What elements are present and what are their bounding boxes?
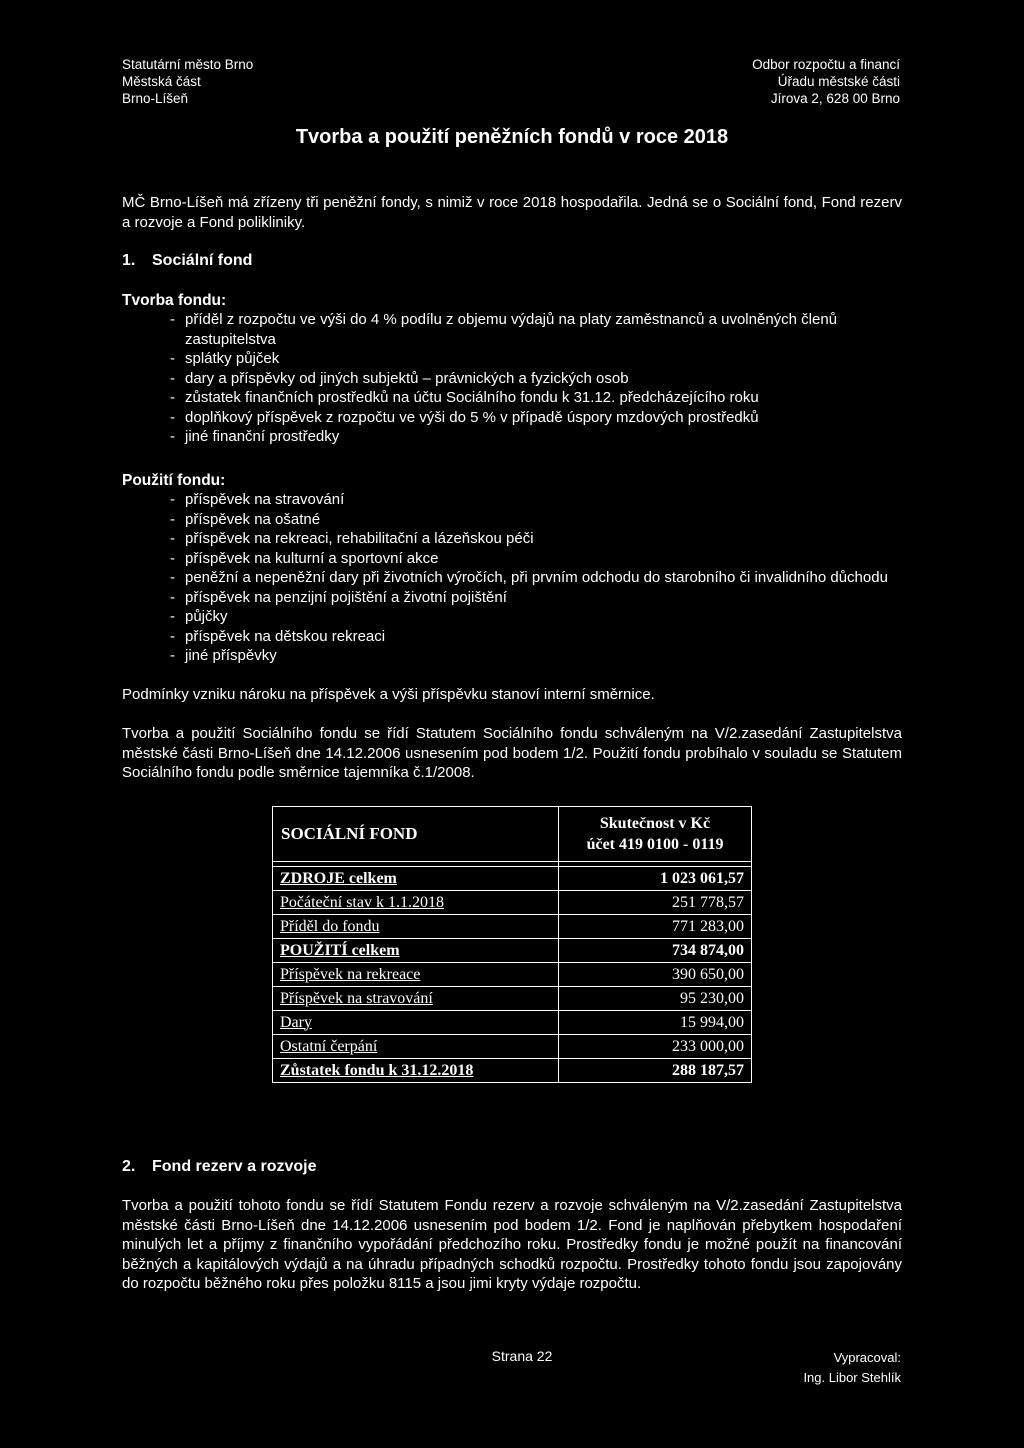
list-item: - doplňkový příspěvek z rozpočtu ve výši do 5 % v případě úspory mzdových prostředků: [170, 408, 902, 428]
row-label: [273, 867, 559, 891]
section2-title: Fond rezerv a rozvoje: [152, 1158, 317, 1175]
row-value: 1 023 061,57: [559, 867, 752, 891]
row-label-text: Příděl do fondu: [280, 917, 380, 935]
table-header-amount-line2: účet 419 0100 - 0119: [586, 836, 724, 853]
section1-number: 1.: [122, 252, 136, 269]
tvorba-label: Tvorba fondu:: [122, 292, 227, 309]
row-label-text: Počáteční stav k 1.1.2018: [280, 893, 444, 911]
list-item: - peněžní a nepeněžní dary při životních výročích, při prvním odchodu do starobního či invalidního důchodu: [170, 568, 902, 588]
podminky-paragraph: Podmínky vzniku nároku na příspěvek a výši příspěvku stanoví interní směrnice.: [122, 686, 655, 703]
row-label: [273, 891, 559, 915]
list-item: - půjčky: [170, 607, 902, 627]
section2-number: 2.: [122, 1158, 136, 1175]
table-row: [273, 915, 752, 939]
table-row: [273, 939, 752, 963]
page-title: Tvorba a použití peněžních fondů v roce 2018: [295, 126, 729, 148]
row-label-text: Příspěvek na rekreace: [280, 965, 421, 983]
list-item: - příspěvek na kulturní a sportovní akce: [170, 549, 902, 569]
row-label: [273, 987, 559, 1011]
list-item: - splátky půjček: [170, 349, 902, 369]
row-label-text: Ostatní čerpání: [280, 1037, 378, 1055]
social-fund-table: [272, 806, 752, 1083]
row-label-text: POUŽITÍ celkem: [280, 941, 400, 959]
header-left: [122, 56, 253, 107]
table-row: [273, 987, 752, 1011]
list-item: - dary a příspěvky od jiných subjektů – právnických a fyzických osob: [170, 369, 902, 389]
header-office: Úřadu městské části: [777, 74, 900, 89]
list-item: - zůstatek finančních prostředků na účtu Sociálního fondu k 31.12. předcházejícího roku: [170, 388, 902, 408]
list-item: - jiné finanční prostředky: [170, 427, 902, 447]
list-item: - příděl z rozpočtu ve výši do 4 % podílu z objemu výdajů na platy zaměstnanců a uvolněných členů zastupitelstva: [170, 310, 902, 349]
section1-title: Sociální fond: [152, 252, 253, 269]
row-label: [273, 1059, 559, 1083]
row-value: 251 778,57: [559, 891, 752, 915]
tvorba-list: [170, 310, 902, 447]
row-value: 734 874,00: [559, 939, 752, 963]
row-label: [273, 939, 559, 963]
header-district: Městská část: [122, 74, 201, 89]
table-header-fund: SOCIÁLNÍ FOND: [273, 807, 559, 862]
list-item: - příspěvek na stravování: [170, 490, 902, 510]
section2-heading: [122, 1157, 902, 1177]
list-item: - příspěvek na penzijní pojištění a životní pojištění: [170, 588, 902, 608]
prepared-name: Ing. Libor Stehlík: [803, 1370, 901, 1385]
list-item: - jiné příspěvky: [170, 646, 902, 666]
row-label: [273, 963, 559, 987]
table-header-amount-line1: Skutečnost v Kč: [599, 815, 711, 832]
list-item: - příspěvek na dětskou rekreaci: [170, 627, 902, 647]
row-label-text: Zůstatek fondu k 31.12.2018: [280, 1061, 474, 1079]
statut-paragraph: Tvorba a použití Sociálního fondu se řídí Statutem Sociálního fondu schváleným na V/2.zasedání Zastupitelstva městské části Brno-Líšeň dne 14.12.2006 usnesením pod bodem 1/2. Použití fondu probíhalo v souladu se Statutem Sociálního fondu podle směrnice tajemníka č.1/2008.: [122, 725, 902, 781]
row-value: 95 230,00: [559, 987, 752, 1011]
row-label-text: ZDROJE celkem: [280, 869, 397, 887]
footer-prepared: [803, 1348, 901, 1388]
pouziti-list: [170, 490, 902, 666]
row-label: [273, 915, 559, 939]
table-row: [273, 867, 752, 891]
row-value: 771 283,00: [559, 915, 752, 939]
list-item: - příspěvek na rekreaci, rehabilitační a lázeňskou péči: [170, 529, 902, 549]
table-row: [273, 1035, 752, 1059]
table-row: [273, 963, 752, 987]
row-label: [273, 1011, 559, 1035]
table-header-row: [273, 807, 752, 862]
table-row: [273, 1011, 752, 1035]
header-right: [752, 56, 900, 107]
table-row: [273, 891, 752, 915]
header-district-name: Brno-Líšeň: [122, 91, 189, 106]
row-value: 390 650,00: [559, 963, 752, 987]
list-item: - příspěvek na ošatné: [170, 510, 902, 530]
intro-paragraph: MČ Brno-Líšeň má zřízeny tři peněžní fondy, s nimiž v roce 2018 hospodařila. Jedná se o Sociální fond, Fond rezerv a rozvoje a Fond polikliniky.: [122, 194, 902, 231]
table-header-amount: [559, 807, 752, 862]
pouziti-label: Použití fondu:: [122, 472, 226, 489]
section1-heading: [122, 251, 902, 271]
row-label: [273, 1035, 559, 1059]
row-value: 288 187,57: [559, 1059, 752, 1083]
header-org: Statutární město Brno: [122, 57, 254, 72]
row-label-text: Příspěvek na stravování: [280, 989, 433, 1007]
table-row: [273, 1059, 752, 1083]
section2-paragraph: Tvorba a použití tohoto fondu se řídí Statutem Fondu rezerv a rozvoje schváleným na V/2.zasedání Zastupitelstva městské části Brno-Líšeň dne 14.12.2006 usnesením pod bodem 1/2. Fond je naplňován přebytkem hospodaření minulých let a příjmy z finančního vypořádání předchozího roku. Prostředky fondu je možné použít na financování běžných a kapitálových výdajů a na úhradu případných schodků rozpočtu. Prostředky tohoto fondu jsou zapojovány do rozpočtu běžného roku přes položku 8115 a jsou jimi kryty výdaje rozpočtu.: [122, 1197, 902, 1292]
header-address: Jírova 2, 628 00 Brno: [770, 91, 900, 106]
row-value: 15 994,00: [559, 1011, 752, 1035]
page-number: Strana 22: [491, 1348, 553, 1364]
row-value: 233 000,00: [559, 1035, 752, 1059]
social-fund-table-wrap: [272, 806, 752, 1083]
header-department: Odbor rozpočtu a financí: [752, 57, 900, 72]
row-label-text: Dary: [280, 1013, 312, 1031]
prepared-label: Vypracoval:: [833, 1350, 901, 1365]
